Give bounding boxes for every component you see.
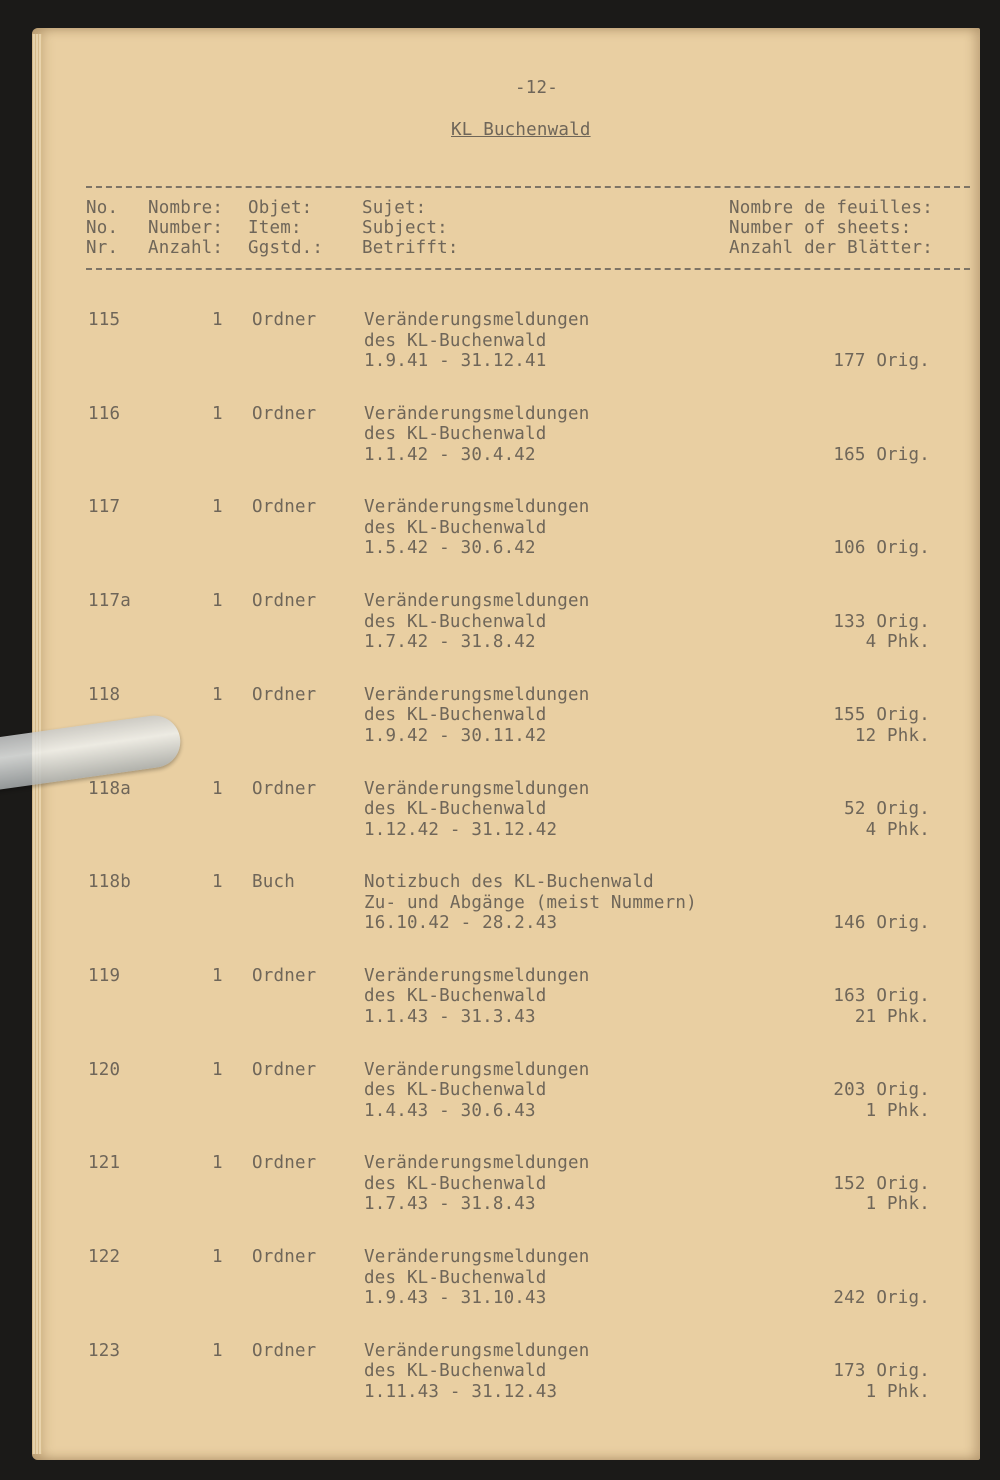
entry-item: Ordner <box>252 1340 317 1361</box>
entry-item: Ordner <box>252 591 317 612</box>
header-count-en: Number: <box>148 218 224 238</box>
entry-subject-line: des KL-Buchenwald <box>364 1080 547 1101</box>
header-sheets-de: Anzahl der Blätter: <box>729 238 933 258</box>
header-item-fr: Objet: <box>248 198 313 218</box>
entry-subject-line: 1.5.42 - 30.6.42 <box>364 538 536 559</box>
entry-item: Ordner <box>252 1247 317 1267</box>
entry-sheets-line: 1 Phk. <box>865 1194 930 1215</box>
entry-item: Ordner <box>252 310 317 330</box>
entry-sheets-line: 1 Phk. <box>865 1100 930 1121</box>
entry-sheets-line: 106 Orig. <box>833 538 930 559</box>
entry-number: 118 <box>88 684 121 705</box>
entry-subject-line: des KL-Buchenwald <box>364 1267 547 1288</box>
entry-sheets-line: 163 Orig. <box>833 986 930 1007</box>
entry-sheets-line: 177 Orig. <box>833 351 930 371</box>
entry-count: 1 <box>212 310 223 330</box>
entry-subject-line: des KL-Buchenwald <box>364 986 547 1007</box>
entry-subject-line: 1.1.43 - 31.3.43 <box>364 1006 536 1027</box>
entry-subject-line: Veränderungsmeldungen <box>364 1340 590 1361</box>
entry-count: 1 <box>212 497 223 518</box>
entry-subject-line: 1.4.43 - 30.6.43 <box>364 1100 536 1121</box>
entry-sheets-line: 52 Orig. <box>844 799 930 819</box>
entry-count: 1 <box>212 1059 223 1080</box>
entry-sheets-line: 152 Orig. <box>833 1173 930 1194</box>
entry-count: 1 <box>212 778 223 799</box>
entry-subject-line: des KL-Buchenwald <box>364 424 547 445</box>
entry-number: 118b <box>88 872 131 893</box>
entry-subject-line: Veränderungsmeldungen <box>364 403 590 424</box>
header-item-de: Ggstd.: <box>248 238 324 258</box>
entry-subject-line: 1.7.43 - 31.8.43 <box>364 1194 536 1215</box>
header-count-fr: Nombre: <box>148 198 224 218</box>
entry-subject-line: Veränderungsmeldungen <box>364 1247 590 1267</box>
header-item-en: Item: <box>248 218 302 238</box>
entry-number: 117a <box>88 591 131 612</box>
page-number: -12- <box>515 78 558 98</box>
entry-count: 1 <box>212 1247 223 1267</box>
header-subject-fr: Sujet: <box>362 198 427 218</box>
entry-number: 117 <box>88 497 121 518</box>
entry-count: 1 <box>212 403 223 424</box>
document-title: KL Buchenwald <box>451 120 591 140</box>
entry-number: 118a <box>88 778 131 799</box>
entry-number: 120 <box>88 1059 121 1080</box>
header-subject-de: Betrifft: <box>362 238 459 258</box>
entry-number: 116 <box>88 403 121 424</box>
entry-count: 1 <box>212 1153 223 1174</box>
entry-item: Ordner <box>252 403 317 424</box>
entry-item: Ordner <box>252 684 317 705</box>
header-subject-en: Subject: <box>362 218 448 238</box>
entry-item: Ordner <box>252 1153 317 1174</box>
header-rule-bottom <box>86 268 970 270</box>
entry-count: 1 <box>212 684 223 705</box>
entry-subject-line: 1.1.42 - 30.4.42 <box>364 444 536 465</box>
entry-subject-line: Veränderungsmeldungen <box>364 965 590 986</box>
entry-subject-line: des KL-Buchenwald <box>364 1173 547 1194</box>
entry-subject-line: Veränderungsmeldungen <box>364 684 590 705</box>
header-no-fr: No. <box>86 198 119 218</box>
entry-subject-line: 16.10.42 - 28.2.43 <box>364 913 558 934</box>
entry-number: 122 <box>88 1247 121 1267</box>
entry-item: Ordner <box>252 497 317 518</box>
entry-sheets-line: 242 Orig. <box>833 1288 930 1308</box>
entry-sheets-line: 203 Orig. <box>833 1080 930 1101</box>
header-sheets-en: Number of sheets: <box>729 218 912 238</box>
entry-sheets-line: 155 Orig. <box>833 705 930 726</box>
entry-sheets-line: 173 Orig. <box>833 1361 930 1382</box>
entry-subject-line: Veränderungsmeldungen <box>364 497 590 518</box>
entry-sheets-line: 12 Phk. <box>854 725 930 746</box>
entry-subject-line: des KL-Buchenwald <box>364 330 547 351</box>
entry-subject-line: 1.12.42 - 31.12.42 <box>364 819 558 840</box>
entry-subject-line: 1.7.42 - 31.8.42 <box>364 632 536 653</box>
entry-subject-line: des KL-Buchenwald <box>364 705 547 726</box>
entry-subject-line: Veränderungsmeldungen <box>364 310 590 330</box>
entry-subject-line: Veränderungsmeldungen <box>364 778 590 799</box>
entry-item: Ordner <box>252 778 317 799</box>
entry-subject-line: 1.9.41 - 31.12.41 <box>364 351 547 371</box>
entry-subject-line: Zu- und Abgänge (meist Nummern) <box>364 892 697 913</box>
entry-count: 1 <box>212 1340 223 1361</box>
header-count-de: Anzahl: <box>148 238 224 258</box>
entry-subject-line: des KL-Buchenwald <box>364 611 547 632</box>
entry-number: 121 <box>88 1153 121 1174</box>
entry-subject-line: Notizbuch des KL-Buchenwald <box>364 872 654 893</box>
entry-count: 1 <box>212 591 223 612</box>
entry-number: 119 <box>88 965 121 986</box>
entry-sheets-line: 1 Phk. <box>865 1381 930 1402</box>
entry-number: 115 <box>88 310 121 330</box>
entry-subject-line: des KL-Buchenwald <box>364 799 547 819</box>
entry-subject-line: Veränderungsmeldungen <box>364 1153 590 1174</box>
header-rule-top <box>86 186 970 188</box>
entry-sheets-line: 21 Phk. <box>854 1006 930 1027</box>
entry-item: Buch <box>252 872 295 893</box>
entry-subject-line: 1.9.43 - 31.10.43 <box>364 1288 547 1308</box>
header-no-en: No. <box>86 218 119 238</box>
header-no-de: Nr. <box>86 238 119 258</box>
entry-subject-line: Veränderungsmeldungen <box>364 591 590 612</box>
entry-sheets-line: 4 Phk. <box>865 819 930 840</box>
entry-item: Ordner <box>252 965 317 986</box>
entry-item: Ordner <box>252 1059 317 1080</box>
entry-subject-line: Veränderungsmeldungen <box>364 1059 590 1080</box>
entry-count: 1 <box>212 872 223 893</box>
entry-sheets-line: 4 Phk. <box>865 632 930 653</box>
entry-sheets-line: 165 Orig. <box>833 444 930 465</box>
entry-sheets-line: 146 Orig. <box>833 913 930 934</box>
entry-subject-line: des KL-Buchenwald <box>364 517 547 538</box>
entry-sheets-line: 133 Orig. <box>833 611 930 632</box>
entry-number: 123 <box>88 1340 121 1361</box>
entry-count: 1 <box>212 965 223 986</box>
entry-subject-line: 1.9.42 - 30.11.42 <box>364 725 547 746</box>
entry-subject-line: des KL-Buchenwald <box>364 1361 547 1382</box>
entry-subject-line: 1.11.43 - 31.12.43 <box>364 1381 558 1402</box>
header-sheets-fr: Nombre de feuilles: <box>729 198 933 218</box>
